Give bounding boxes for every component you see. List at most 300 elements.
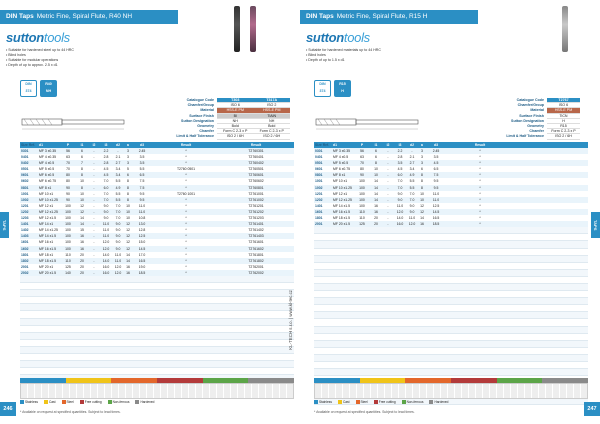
standard-badges [314,80,351,97]
cell-value: 8 [81,173,83,178]
empty-row [20,354,294,361]
cell-value: 3 [127,161,129,166]
cell-value: * [185,173,187,178]
page-number: 246 [0,402,16,416]
legend-label: Non-ferrous [406,400,424,404]
cell-value: 100 [65,234,71,239]
cell-value: - [93,234,95,239]
cell-value: 11.0 [432,197,440,202]
cell-value: - [387,222,389,227]
cell-value: 12.0 [102,246,110,251]
cell-value: MF 20 [39,264,49,269]
cell-value: MF 18 [39,252,49,257]
cell-value: 3.5 [397,161,403,166]
cell-value: 10 [420,191,424,196]
empty-row [20,340,294,347]
table-cell [314,221,333,227]
cell-value: 11.0 [432,191,440,196]
cell-value: MF 5 [333,161,341,166]
cell-value: * [185,179,187,184]
cell-value: - [387,167,389,172]
cell-value: 3.5 [139,155,145,160]
cell-value: 19.0 [138,264,146,269]
cell-value: 2002 [21,270,29,275]
legend-key [108,400,130,404]
cell-value: x1.5 [343,222,350,227]
brand-logo: suttontools [6,30,70,45]
cell-value: 0601 [315,167,323,172]
cell-value: - [93,155,95,160]
cell-value: 16.5 [138,258,146,263]
cell-value: T2761802 [248,258,264,263]
brand-logo: suttontools [306,30,370,45]
cell-value: 0401 [21,155,29,160]
cell-value: * [185,264,187,269]
cell-value: 125 [359,222,365,227]
cell-value: * [185,258,187,263]
cell-value: 10 [126,216,130,221]
website-credit[interactable]: KL-TECH s.r.o. | www.kl-tec.cz [288,290,293,350]
header-cell: l1 [80,143,84,147]
cell-value: MF 5 [39,167,47,172]
empty-row [20,361,294,368]
cell-value: 100 [359,179,365,184]
cell-value: - [387,209,389,214]
table-cell [369,221,383,227]
cell-value: * [185,240,187,245]
cell-value: MF 14 [39,228,49,233]
geometry-badge: R15 H [334,80,351,97]
cell-value: 0301 [21,149,29,153]
cell-value: 63 [66,155,70,160]
cell-value: MF 6 [39,173,47,178]
cell-value: 12.5 [138,234,146,239]
cell-value: 110 [65,258,71,263]
section-tab[interactable]: TAPS [0,212,9,238]
empty-row [314,319,588,326]
cell-value: MF 12 [39,203,49,208]
cell-value: - [93,149,95,153]
cell-value: MF 4 [39,161,47,166]
cell-value: 12 [126,222,130,227]
cell-value: 9.0 [103,209,109,214]
cell-value: 100 [359,197,365,202]
cell-value: - [387,149,389,153]
footnote: * Available on request at specified quantities. Subject to lead times. [314,410,415,414]
cell-value: 12 [80,203,84,208]
cell-value: 0401 [315,155,323,160]
cell-value: x1.25 [343,185,352,190]
table-cell [445,221,515,227]
cell-value: - [93,161,95,166]
cell-value: 8 [421,173,423,178]
cell-value: 5 [127,167,129,172]
table-cell [151,270,221,276]
cell-value: T2761801 [248,252,264,257]
cell-value: 1001 [21,191,29,196]
cell-value: * [185,234,187,239]
cell-value: 90 [66,185,70,190]
cell-value: - [93,264,95,269]
cell-value: 2.2 [397,149,403,153]
cell-value: * [185,203,187,208]
cell-value: 7.5 [139,179,145,184]
cell-value: 90 [66,191,70,196]
cell-value: 5.5 [115,197,121,202]
cell-value: 3.5 [139,161,145,166]
cell-value: 14 [374,179,378,184]
page-number: 247 [584,402,600,416]
cell-value: 2001 [315,222,323,227]
cell-value: 10 [126,203,130,208]
page-header: DIN Taps Metric Fine, Spiral Flute, R15 H [300,10,478,24]
cell-value: - [93,222,95,227]
cell-value: 16 [126,264,130,269]
cell-value: 2.8 [397,155,403,160]
empty-row [314,256,588,263]
cell-value: 6.5 [433,167,439,172]
header-cell: P [360,143,364,147]
cell-value: 2.7 [115,161,121,166]
header-cell: Size Ref. [315,143,330,147]
cell-value: T2761002 [248,197,264,202]
header-cell: d2 [410,143,414,147]
empty-row [20,319,294,326]
cell-value: 9.5 [139,191,145,196]
cell-value: 7 [81,161,83,166]
cell-value: x0.5 [341,161,349,166]
cell-value: 8 [127,185,129,190]
header-cell: Result [250,143,262,147]
cell-value: 9.0 [397,191,403,196]
cell-value: 11.0 [396,203,404,208]
cell-value: T2761401 [248,222,264,227]
cell-value: T2762002 [248,270,264,275]
spec-table: Catalogue Code T2767 Chamfer/Group ISO 6 Material HSS-E PM Surface Finish TiCN Sutton Designation H Geometry R15 Chamfer Form C 2-3 x P Limit & Half Tolerance ISO 2 / 6H [480,98,580,140]
header-cell: d3 [434,143,438,147]
cell-value: 7.0 [115,216,121,221]
cell-value: * [479,203,481,208]
legend-key [135,400,154,404]
cell-value: 4.9 [115,185,121,190]
cell-value: x1 [343,191,348,196]
cell-value: * [479,161,481,166]
cell-value: 3 [421,155,423,160]
table-cell [221,270,291,276]
header-cell: d1 [333,143,337,147]
din-badge: DIN 374 [20,80,37,97]
cell-value: x0.35 [341,149,350,153]
empty-row [314,327,588,334]
cell-value: 20 [80,252,84,257]
cell-value: 11.0 [408,216,416,221]
empty-row [20,290,294,297]
cell-value: 20 [80,264,84,269]
cell-value: 6 [375,155,377,160]
table-cell [383,221,393,227]
header-cell: Size Ref. [21,143,36,147]
header-cell: l1 [374,143,378,147]
feature-item: • Suitable for hardened steel up to 44 HRC [6,48,74,53]
cell-value: * [185,270,187,275]
header-cell: l3 [398,143,402,147]
cell-value: 100 [65,209,71,214]
cell-value: 100 [359,185,365,190]
cell-value: - [387,185,389,190]
cell-value: x1 [49,203,54,208]
cell-value: x1.5 [49,234,56,239]
header-cell: Result [474,143,486,147]
cell-value: 9.5 [139,197,145,202]
table-row [20,270,294,276]
cell-value: 8 [375,161,377,166]
cell-value: * [479,222,481,227]
legend-label: Cast [342,400,350,404]
section-tab[interactable]: TAPS [591,212,600,238]
product-table [20,142,294,397]
cell-value: x1 [49,240,54,245]
empty-row [20,368,294,375]
table-cell [75,270,89,276]
empty-row [20,283,294,290]
cell-value: x0.75 [341,167,350,172]
cell-value: 70 [66,161,70,166]
cell-value: x1 [49,264,54,269]
cell-value: 12.0 [396,209,404,214]
cell-value: - [93,197,95,202]
cell-value: 16 [374,203,378,208]
cell-value: * [185,252,187,257]
cell-value: 1201 [21,203,29,208]
cell-value: 7.0 [103,179,109,184]
cell-value: T2760301 [248,149,264,153]
cell-value: 6.0 [103,185,109,190]
cell-value: x1.25 [49,197,58,202]
cell-value: 12 [80,209,84,214]
table-cell [133,270,151,276]
empty-row [314,348,588,355]
cell-value: - [93,209,95,214]
cell-value: 4.5 [103,173,109,178]
cell-value: 20 [374,222,378,227]
empty-row [20,276,294,283]
cell-value: 2.8 [103,161,109,166]
cell-value: 10 [420,197,424,202]
cell-value: 2.7 [409,161,415,166]
cell-value: - [93,191,95,196]
cell-value: - [387,191,389,196]
cell-value: MF 14 [333,203,343,208]
cell-value: 14 [374,197,378,202]
cell-value: 100 [359,203,365,208]
cell-value: x1.5 [343,209,350,214]
cell-value: - [93,258,95,263]
cell-value: 100 [65,246,71,251]
header-cell: l2 [386,143,390,147]
cell-value: 9.0 [115,246,121,251]
cell-value: - [93,228,95,233]
cell-value: - [93,270,95,275]
cell-value: T2761402 [248,228,264,233]
cell-value: 4.5 [103,167,109,172]
cell-value: 11.0 [138,209,146,214]
cell-value: 14 [374,191,378,196]
cell-value: - [93,167,95,172]
cell-value: * [479,209,481,214]
table-cell [61,270,75,276]
cell-value: - [387,155,389,160]
cell-value: x1.5 [343,216,350,221]
cell-value: 18.5 [138,270,146,275]
cell-value: 110 [65,252,71,257]
tap-drawing [20,112,130,132]
cell-value: 14.5 [432,209,440,214]
empty-row [314,298,588,305]
cell-value: x1.5 [49,216,56,221]
cell-value: x1 [49,222,54,227]
cell-value: 14.0 [396,216,404,221]
table-cell [355,221,369,227]
cell-value: 12 [126,240,130,245]
cell-value: T2760401 [248,155,264,160]
cell-value: * [185,209,187,214]
cell-value: 1002 [315,185,323,190]
page-header: DIN Taps Metric Fine, Spiral Flute, R40 NH [0,10,178,24]
cell-value: * [185,216,187,221]
tap-image-coated [250,6,256,52]
cell-value: 12 [126,246,130,251]
cell-value: 14 [420,216,424,221]
cell-value: 6.0 [397,173,403,178]
cell-value: * [185,222,187,227]
cell-value: 90 [66,197,70,202]
legend-key [356,400,368,404]
legend-label: Free cutting [378,400,396,404]
cell-value: MF 10 [333,179,343,184]
cell-value: 16 [80,240,84,245]
cell-value: 8 [127,179,129,184]
cell-value: T2760 1001 [176,191,196,196]
cell-value: - [387,161,389,166]
cell-value: * [479,185,481,190]
cell-value: T2760801 [248,185,264,190]
legend-label: Steel [360,400,368,404]
table-cell [393,221,407,227]
cell-value: 0402 [21,161,29,166]
cell-value: T2761602 [248,246,264,251]
header-cell: l2 [92,143,96,147]
cell-value: 12.0 [408,222,416,227]
footnote: * Available on request at specified quantities. Subject to lead times. [20,410,121,414]
feature-item: • Suitable for hardened materials up to 44 HRC [306,48,381,53]
cell-value: x1.5 [343,203,350,208]
cell-value: 16 [80,246,84,251]
legend-label: Stainless [319,400,332,404]
cell-value: 9.0 [115,240,121,245]
legend-label: Hardened [140,400,155,404]
cell-value: 5.5 [115,179,121,184]
cell-value: MF 12 [39,216,49,221]
empty-row [314,305,588,312]
cell-value: T2760602 [248,179,264,184]
right-page [300,0,600,424]
cell-value: 12 [420,203,424,208]
cell-value: 70 [66,167,70,172]
legend-key [80,400,102,404]
cell-value: 8 [127,191,129,196]
product-table [314,142,588,405]
cell-value: 5.5 [115,191,121,196]
cell-value: 2.2 [103,149,109,153]
cell-value: 12.0 [114,264,122,269]
empty-row [314,312,588,319]
cell-value: * [185,185,187,190]
table-cell [99,270,113,276]
empty-row [314,241,588,248]
cell-value: 140 [65,270,71,275]
cell-value: MF 8 [39,185,47,190]
cell-value: 1201 [315,191,323,196]
cell-value: 2.45 [432,149,440,153]
empty-row [20,333,294,340]
table-cell [89,270,99,276]
cell-value: 4.9 [409,173,415,178]
cell-value: MF 10 [39,197,49,202]
spec-table: Catalogue Code T303 T317A Chamfer/Group ISO 6 ISO 2 Material HSS-E PM HSS-E PM Surface Finish Bl TiAlN Sutton Designation NH NH Geometry Bold Bold Chamfer Form C 2-3 x P Form C 2-3 x P Limit & Half Tolerance ISO 2 / 6H ISO 2 / 6H [150,98,290,140]
feature-list [6,48,74,68]
empty-row [314,341,588,348]
cell-value: 16 [80,234,84,239]
empty-row [314,355,588,362]
cell-value: 10 [374,167,378,172]
cell-value: x0.35 [47,149,56,153]
cell-value: 10 [374,173,378,178]
cell-value: 12.0 [102,240,110,245]
cell-value: 15.0 [138,240,146,245]
cell-value: 2.1 [409,155,415,160]
legend-label: Hardened [434,400,449,404]
cell-value: 9.0 [115,234,121,239]
cell-value: * [479,149,481,153]
cell-value: 8 [81,167,83,172]
header-cell: a [127,143,129,147]
cell-value: T2760402 [248,161,264,166]
cell-value: - [387,203,389,208]
cell-value: 7.0 [115,203,121,208]
cell-value: 15 [80,228,84,233]
cell-value: 1602 [21,246,29,251]
cell-value: 56 [66,149,70,153]
cell-value: MF 6 [333,167,341,172]
cell-value: - [117,149,119,153]
cell-value: 100 [65,203,71,208]
cell-value: 10 [80,179,84,184]
table-cell [427,221,445,227]
cell-value: 6 [375,149,377,153]
cell-value: 80 [66,179,70,184]
legend-key [20,400,38,404]
empty-row [314,227,588,234]
header-cell: P [66,143,70,147]
cell-value: * [185,161,187,166]
cell-value: x1.25 [343,197,352,202]
cell-value: 1001 [315,179,323,184]
cell-value: 10 [80,191,84,196]
legend-label: Stainless [25,400,38,404]
cell-value: 0501 [315,161,323,166]
cell-value: 56 [360,149,364,153]
cell-value: - [93,216,95,221]
